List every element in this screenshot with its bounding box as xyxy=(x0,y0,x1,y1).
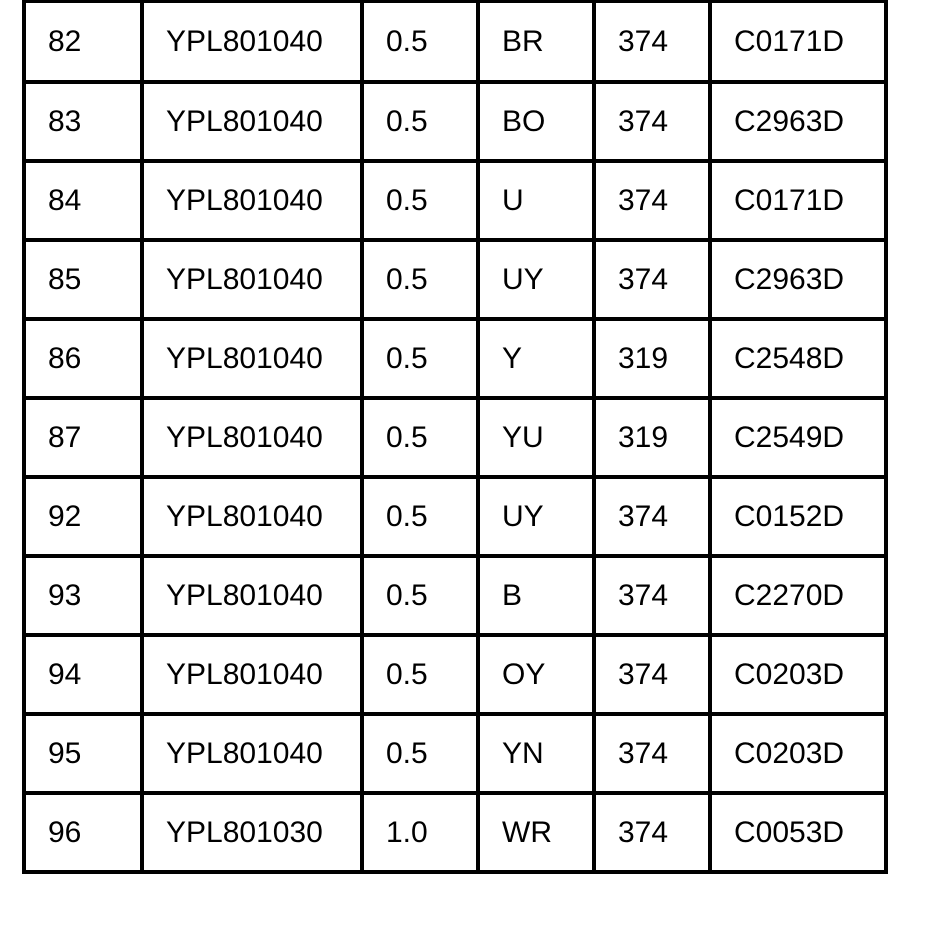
table-cell-number: 374 xyxy=(594,556,710,635)
table-cell-index: 94 xyxy=(24,635,142,714)
table-cell-value: 0.5 xyxy=(362,161,478,240)
table-cell-number: 319 xyxy=(594,319,710,398)
table-cell-index: 92 xyxy=(24,477,142,556)
table-cell-number: 374 xyxy=(594,82,710,161)
table-cell-code: BO xyxy=(478,82,594,161)
table-cell-number: 374 xyxy=(594,2,710,83)
table-cell-code: BR xyxy=(478,2,594,83)
table-cell-id: C2548D xyxy=(710,319,886,398)
table-cell-part-number: YPL801040 xyxy=(142,82,362,161)
table-row xyxy=(24,2,886,83)
table-cell-part-number: YPL801040 xyxy=(142,161,362,240)
table-cell-index: 95 xyxy=(24,714,142,793)
table-cell-id: C0152D xyxy=(710,477,886,556)
table-cell-value: 0.5 xyxy=(362,82,478,161)
table-cell-code: U xyxy=(478,161,594,240)
table-cell-part-number: YPL801040 xyxy=(142,477,362,556)
table-cell-id: C2549D xyxy=(710,398,886,477)
table-cell-index: 82 xyxy=(24,2,142,83)
table-row xyxy=(24,556,886,635)
table-cell-number: 374 xyxy=(594,635,710,714)
table-cell-code: YN xyxy=(478,714,594,793)
table-cell-code: WR xyxy=(478,793,594,872)
table-cell-part-number: YPL801040 xyxy=(142,714,362,793)
table-row xyxy=(24,793,886,872)
table-cell-value: 0.5 xyxy=(362,635,478,714)
table-cell-part-number: YPL801040 xyxy=(142,635,362,714)
table-cell-part-number: YPL801040 xyxy=(142,556,362,635)
table-cell-id: C2270D xyxy=(710,556,886,635)
table-cell-number: 374 xyxy=(594,161,710,240)
table-cell-id: C0053D xyxy=(710,793,886,872)
table-cell-value: 0.5 xyxy=(362,477,478,556)
table-cell-code: UY xyxy=(478,240,594,319)
table-cell-value: 0.5 xyxy=(362,556,478,635)
table-cell-value: 0.5 xyxy=(362,319,478,398)
table-cell-id: C2963D xyxy=(710,82,886,161)
data-table-container xyxy=(22,0,884,874)
table-cell-number: 374 xyxy=(594,793,710,872)
table-cell-index: 93 xyxy=(24,556,142,635)
table-cell-value: 0.5 xyxy=(362,714,478,793)
table-cell-index: 83 xyxy=(24,82,142,161)
table-cell-number: 319 xyxy=(594,398,710,477)
table-cell-id: C0171D xyxy=(710,161,886,240)
table-cell-number: 374 xyxy=(594,477,710,556)
table-cell-id: C2963D xyxy=(710,240,886,319)
table-row xyxy=(24,161,886,240)
table-cell-index: 96 xyxy=(24,793,142,872)
table-cell-value: 0.5 xyxy=(362,240,478,319)
table-cell-value: 0.5 xyxy=(362,398,478,477)
table-cell-value: 1.0 xyxy=(362,793,478,872)
table-cell-id: C0203D xyxy=(710,635,886,714)
table-row xyxy=(24,319,886,398)
table-cell-part-number: YPL801030 xyxy=(142,793,362,872)
table-cell-code: YU xyxy=(478,398,594,477)
table-cell-part-number: YPL801040 xyxy=(142,319,362,398)
table-cell-id: C0171D xyxy=(710,2,886,83)
table-cell-number: 374 xyxy=(594,240,710,319)
table-cell-index: 86 xyxy=(24,319,142,398)
table-cell-part-number: YPL801040 xyxy=(142,398,362,477)
table-cell-code: UY xyxy=(478,477,594,556)
table-row xyxy=(24,635,886,714)
table-cell-index: 84 xyxy=(24,161,142,240)
table-cell-code: OY xyxy=(478,635,594,714)
table-cell-part-number: YPL801040 xyxy=(142,240,362,319)
table-cell-index: 85 xyxy=(24,240,142,319)
table-cell-number: 374 xyxy=(594,714,710,793)
table-row xyxy=(24,82,886,161)
table-row xyxy=(24,398,886,477)
table-cell-value: 0.5 xyxy=(362,2,478,83)
data-table xyxy=(22,0,888,874)
table-row xyxy=(24,477,886,556)
table-cell-part-number: YPL801040 xyxy=(142,2,362,83)
table-cell-index: 87 xyxy=(24,398,142,477)
table-row xyxy=(24,240,886,319)
table-cell-id: C0203D xyxy=(710,714,886,793)
table-cell-code: Y xyxy=(478,319,594,398)
table-row xyxy=(24,714,886,793)
table-cell-code: B xyxy=(478,556,594,635)
